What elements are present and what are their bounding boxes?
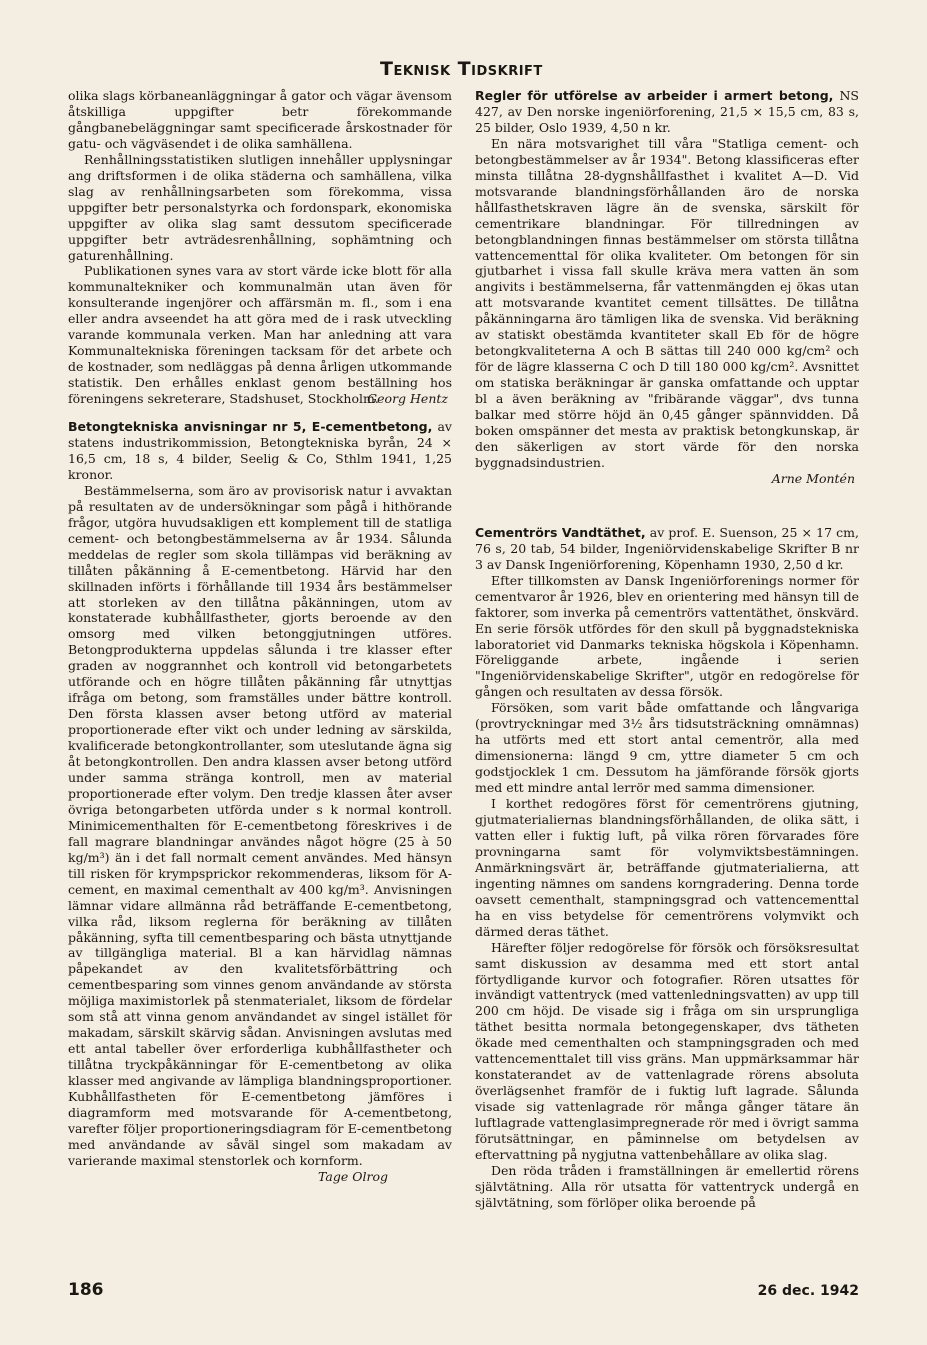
paragraph: Bestämmelserna, som äro av provisorisk natur i avvaktan på resultaten av de undersökningar som pågå i hithörande frågor, utgöra huvudsakligen ett komplement till de statliga cement- och betongbestämmelserna av år 1934. Sålunda meddelas de regler som skola tillämpas vid beräkning av tillåten påkänning å E-cementbetong. Härvid har den skillnaden införts i förhållande till 1934 års bestämmelser att storleken av den tillåtna påkänningen, utom av konstaterade kubhållfastheter, gjorts beroende av den omsorg med vilken betonggjutningen utföres. Betongprodukterna uppdelas sålunda i tre klasser efter graden av noggrannhet och kontroll vid betongarbetets utförande och en högre tillåten påkänning får utnyttjas ifråga om betong, som framställes under bättre kontroll. Den första klassen avser betong utförd av material proportionerade efter vikt och under ledning av särskilda, kvalificerade betongkontrollanter, som uteslutande ägna sig åt betongkontrollen. Den andra klassen avser betong utförd under samma stränga kontroll, men av material proportionerade efter volym. Den tredje klassen åter avser övriga betongarbeten utförda under s k normal kontroll. Minimicementhalten för E-cementbetong föreskrives i de fall magrare blandningar användes något högre (25 à 50 kg/m³) än i det fall normalt cement användes. Med hänsyn till risken för krympsprickor rekommenderas, liksom för A-cement, en maximal cementhalt av 400 kg/m³. Anvisningen lämnar vidare allmänna råd beträffande E-cementbetong, vilka råd, liksom reglerna för beräkning av tillåten påkänning, syfta till cementbesparing och bästa utnyttjande av tillgängliga material. Bl a kan härvidlag nämnas påpekandet av den kvalitetsförbättring och cementbesparing som vinnes genom användande av största möjliga maximistorlek på stenmaterialet, liksom de fördelar som stå att vinna genom användandet av singel istället för makadam, särskilt skärvig sådan. Anvisningen avslutas med ett antal tabeller över erforderliga kubhållfastheter och tillåtna tryckpåkänningar för E-cementbetong av olika klasser med angivande av lämpliga blandningsproportioner. Kubhållfastheten för E-cementbetong jämföres i diagramform med motsvarande för A-cementbetong, varefter följer proportioneringsdiagram för E-cementbetong med användande av såväl singel som makadam av varierande maximal stenstorlek och kornform. [68, 482, 452, 1168]
paragraph: Härefter följer redogörelse för försök och försöksresultat samt diskussion av desamma med ett stort antal förtydligande kurvor och fotografier. Rören utsattes för invändigt vattentryck (med vattenledningsvatten) av upp till 200 cm höjd. De visade sig i fråga om sin ursprungliga täthet besitta normala betongegenskaper, dvs tätheten ökade med cementhalten och stampningsgraden och med vattencementtalet till viss gräns. Man uppmärksammar här konstaterandet av de vattenlagrade rörens absoluta överlägsenhet framför de i fuktig luft lagrade. Sålunda visade sig vattenlagrade rör många gånger tätare än luftlagrade vattenglasimpregnerade rör med i övrigt samma förutsättningar, en påminnelse om betydelsen av eftervattning på nygjutna vattenbehållare av olika slag. [475, 939, 859, 1162]
paragraph: Renhållningsstatistiken slutligen innehåller upplysningar ang driftsformen i de olika städerna och samhällena, vilka slag av renhållningsarbeten som förekomma, vissa uppgifter betr personalstyrka och fordonspark, ekonomiska uppgifter av olika slag samt dessutom specificerade uppgifter betr avträdesrenhållning, sophämtning och gaturenhållning. [68, 151, 452, 263]
review-title: Regler för utförelse av arbeider i armert betong, [475, 88, 834, 103]
right-column [475, 88, 859, 1211]
issue-date: 26 dec. 1942 [757, 1283, 859, 1299]
signature: Arne Montén [771, 470, 855, 486]
signature: Georg Hentz [367, 391, 448, 407]
review-title: Cementrörs Vandtäthet, [475, 524, 646, 540]
review-reference [68, 419, 452, 483]
paragraph: Publikationen synes vara av stort värde icke blott för alla kommunaltekniker och kommunalmän utan även för konsulterande ingenjörer och affärsmän m. fl., som i ena eller andra avseendet ha att göra med de i rask utveckling varande kommunala verken. Man har anledning att vara Kommunaltekniska föreningen tacksam för det arbete och de kostnader, som nedläggas på denna årligen utkommande statistik. Den erhålles enklast genom beställning hos föreningens sekreterare, Stadshuset, Stockholm. [68, 263, 452, 407]
review-details: NS 427, av Den norske ingeniörforening, 21,5 × 15,5 cm, 83 s, 25 bilder, Oslo 1939, 4,50 n kr. [475, 88, 859, 135]
review-reference [475, 88, 859, 136]
review-reference [475, 525, 859, 573]
left-column [68, 88, 452, 1185]
signature: Tage Olrog [318, 1168, 388, 1184]
journal-header: Teknisk Tidskrift [380, 58, 543, 80]
paragraph: Försöken, som varit både omfattande och långvariga (provtryckningar med 3½ års tidsutsträckning omnämnas) ha utförts med ett stort antal cementrör, alla med dimensionerna: längd 9 cm, yttre diameter 5 cm och godstjocklek 1 cm. Dessutom ha jämförande försök gjorts med ett mindre antal lerrör med samma dimensioner. [475, 700, 859, 796]
paragraph: En nära motsvarighet till våra "Statliga cement- och betongbestämmelser av år 1934". Betong klassificeras efter minsta tillåtna 28-dygnshållfasthet i kvalitet A—D. Vid motsvarande blandningsförhållanden äro de norska hållfasthetskraven lägre än de svenska, särskilt för cementrikare blandningar. För tillredningen av betongblandningen finnas bestämmelser om största tillåtna vattencementtal för olika kvaliteter. Om betongen för sin gjutbarhet i vissa fall skulle kräva mera vatten än som angivits i bestämmelserna, får vattenmängden ej ökas utan att motsvarande kvantitet cement tillsättes. De tillåtna påkänningarna äro tämligen lika de svenska. Vid beräkning av statiskt obestämda kvantiteter skall Eb för de högre betongkvaliteterna A och B sättas till 240 000 kg/cm² och för de lägre klasserna C och D till 180 000 kg/cm². Avsnittet om statiska beräkningar är ganska omfattande och upptar bl a även beräkning av "fribärande väggar", dvs tunna balkar med större höjd än 0,45 gånger spännvidden. Då boken omspänner det mesta av praktisk betongkunskap, är den säkerligen av stort värde för den norska byggnadsindustrien. [475, 135, 859, 470]
paragraph: Efter tillkomsten av Dansk Ingeniörforenings normer för cementvaror år 1926, blev en orientering med hänsyn till de faktorer, som inverka på cementrörs vattentäthet, önskvärd. En serie försök utfördes för den skull på byggnadstekniska laboratoriet vid Danmarks tekniska högskola i Köpenhamn. Föreliggande arbete, ingående i serien "Ingeniörvidenskabelige Skrifter", utgör en redogörelse för gången och resultaten av dessa försök. [475, 572, 859, 700]
paragraph: I korthet redogöres först för cementrörens gjutning, gjutmaterialiernas blandningsförhållanden, de olika sätt, i vatten eller i fuktig luft, på vilka rören förvarades före provningarna samt för volymviktsbestämningen. Anmärkningsvärt är, beträffande gjutmaterialierna, att ingenting nämnes om sandens korngradering. Denna torde oavsett cementhalt, stampningsgrad och vattencementtal ha en viss betydelse för cementrörens volymvikt och därmed deras täthet. [475, 796, 859, 939]
paragraph: olika slags körbaneanläggningar å gator och vägar ävensom åtskilliga uppgifter betr förekommande gångbanebeläggningar samt specificerade årskostnader för gatu- och vägväsendet i de olika samhällena. [68, 88, 452, 151]
review-title: Betongtekniska anvisningar nr 5, E-cementbetong, [68, 419, 433, 435]
review-details: av prof. E. Suenson, 25 × 17 cm, 76 s, 20 tab, 54 bilder, Ingeniörvidenskabelige Skrifter B nr 3 av Dansk Ingeniörforening, Köpenhamn 1930, 2,50 d kr. [475, 524, 859, 572]
paragraph: Den röda tråden i framställningen är emellertid rörens självtätning. Alla rör utsatta för vattentryck undergå en självtätning, som förlöper olika beroende på [475, 1162, 859, 1210]
review-details: av statens industrikommission, Betongtekniska byrån, 24 × 16,5 cm, 18 s, 4 bilder, Seelig & Co, Sthlm 1941, 1,25 kronor. [68, 419, 452, 482]
page-number: 186 [68, 1280, 104, 1300]
